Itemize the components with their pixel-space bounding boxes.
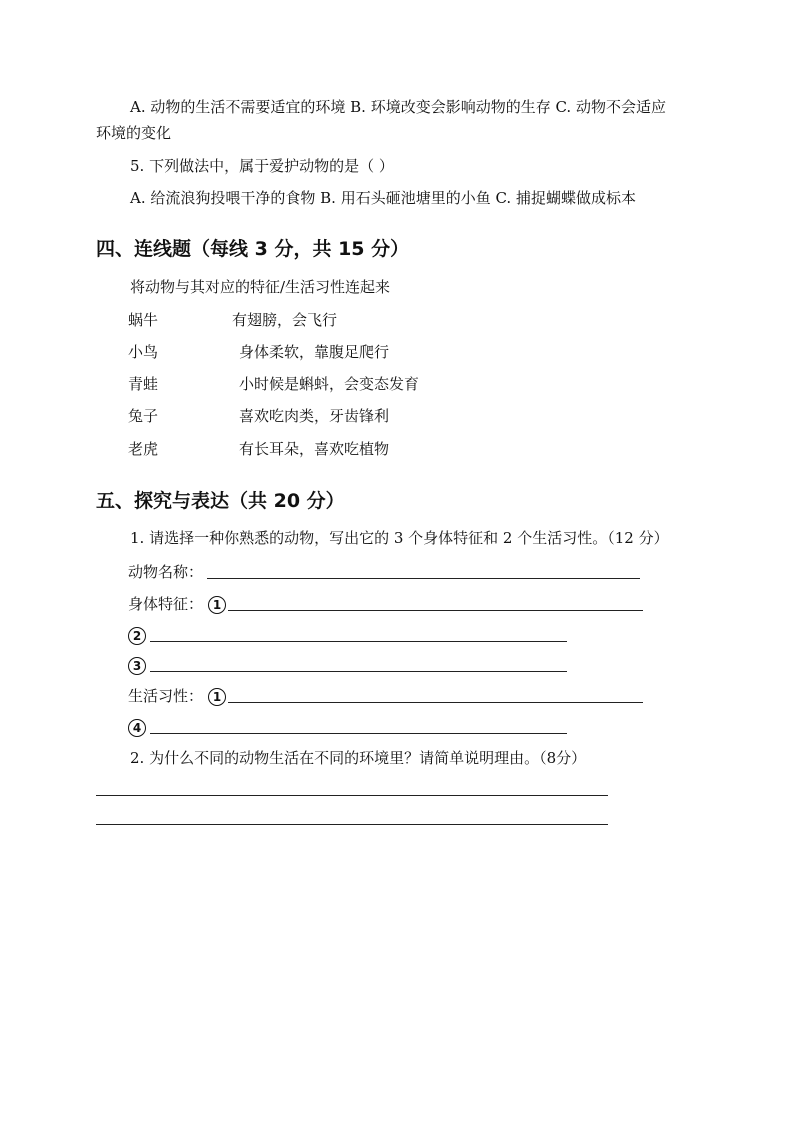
body-traits-label: 身体特征：: [128, 595, 204, 613]
q5-stem: 5. 下列做法中，属于爱护动物的是（ ）: [130, 157, 394, 175]
marker-wrap-4: [208, 686, 226, 706]
section4-instruction: 将动物与其对应的特征/生活习性连起来: [130, 278, 391, 296]
match-trait-2: 身体柔软，靠腹足爬行: [239, 343, 390, 361]
circled-number-habit-2: 4: [128, 719, 146, 737]
body-trait-2-blank[interactable]: [150, 641, 567, 642]
circled-number-2: 2: [128, 627, 146, 645]
circled-number-1: 1: [208, 596, 226, 614]
match-trait-1: 有翅膀，会飞行: [232, 311, 338, 329]
marker-wrap-2: [128, 625, 146, 645]
q2-answer-line-1[interactable]: [96, 795, 608, 796]
match-trait-4: 喜欢吃肉类，牙齿锋利: [239, 407, 390, 425]
section4-heading: 四、连线题（每线 3 分，共 15 分）: [96, 238, 410, 260]
habits-label: 生活习性：: [128, 687, 204, 705]
q1-stem: 1. 请选择一种你熟悉的动物，写出它的 3 个身体特征和 2 个生活习性。（12 分）: [130, 529, 669, 547]
marker-wrap-5: [128, 717, 146, 737]
circled-number-3: 3: [128, 657, 146, 675]
circled-number-habit-1: 1: [208, 688, 226, 706]
match-animal-4: 兔子: [128, 407, 159, 425]
q5-options: A. 给流浪狗投喂干净的食物 B. 用石头砸池塘里的小鱼 C. 捕捉蝴蝶做成标本: [130, 189, 636, 207]
habit-1-blank[interactable]: [228, 702, 643, 703]
match-trait-3: 小时候是蝌蚪，会变态发育: [239, 375, 420, 393]
marker-wrap-1: [208, 594, 226, 614]
body-trait-3-blank[interactable]: [150, 671, 567, 672]
q2-answer-line-2[interactable]: [96, 824, 608, 825]
animal-name-blank[interactable]: [207, 578, 640, 579]
marker-wrap-3: [128, 655, 146, 675]
body-trait-1-blank[interactable]: [228, 610, 643, 611]
match-trait-5: 有长耳朵，喜欢吃植物: [239, 440, 390, 458]
match-animal-1: 蜗牛: [128, 311, 159, 329]
section5-heading: 五、探究与表达（共 20 分）: [96, 490, 345, 512]
q2-stem: 2. 为什么不同的动物生活在不同的环境里？请简单说明理由。（8分）: [130, 749, 587, 767]
match-animal-2: 小鸟: [128, 343, 159, 361]
animal-name-label: 动物名称：: [128, 563, 204, 581]
match-animal-3: 青蛙: [128, 375, 159, 393]
habit-2-blank[interactable]: [150, 733, 567, 734]
q4-options-line1: A. 动物的生活不需要适宜的环境 B. 环境改变会影响动物的生存 C. 动物不会适应: [130, 98, 666, 116]
match-animal-5: 老虎: [128, 440, 159, 458]
q4-options-line2: 环境的变化: [96, 124, 172, 142]
